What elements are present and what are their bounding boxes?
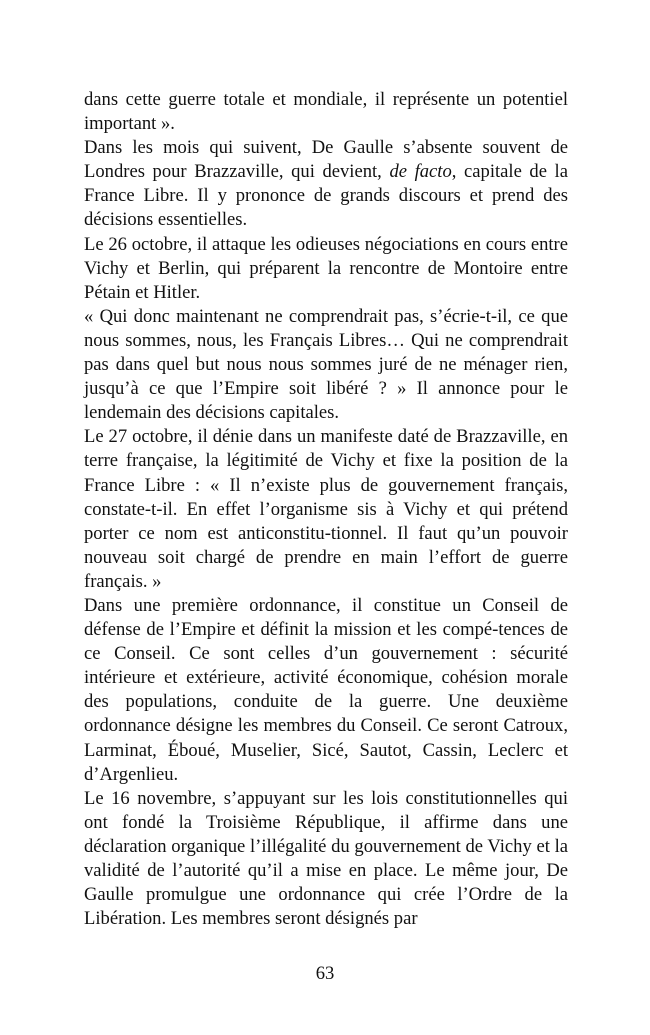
page-number: 63 xyxy=(315,963,335,984)
paragraph-6 xyxy=(84,594,568,787)
paragraph-4 xyxy=(84,305,568,425)
paragraph-7-text: Le 16 novembre, s’appuyant sur les lois constitutionnelles qui ont fondé la Troisième République, il affirme dans une déclaration organique l’illégalité du gouvernement de Vichy et la validité de l’autorité qu’il a mise en place. Le même jour, De Gaulle promulgue une ordonnance qui crée l’Ordre de la Libération. Les membres seront désignés par xyxy=(84,787,568,930)
page-body xyxy=(84,88,568,931)
paragraph-3 xyxy=(84,233,568,305)
paragraph-2-italic-term: de facto xyxy=(389,161,452,183)
paragraph-7 xyxy=(84,787,568,932)
paragraph-2-text-b: , capitale de la France Libre. Il y prononce de grands discours et prend des décisions essentielles. xyxy=(84,161,568,231)
paragraph-2-text-a: Dans les mois qui suivent, De Gaulle s’absente souvent de Londres pour Brazzaville, qui devient, xyxy=(84,137,568,183)
paragraph-2 xyxy=(84,136,568,232)
paragraph-4-text: « Qui donc maintenant ne comprendrait pas, s’écrie-t-il, ce que nous sommes, nous, les Français Libres… Qui ne comprendrait pas dans quel but nous nous sommes juré de ne ménager rien, jusqu’à ce que l’Empire soit libéré ? » Il annonce pour le lendemain des décisions capitales. xyxy=(84,305,568,424)
paragraph-5 xyxy=(84,425,568,594)
paragraph-1-text: dans cette guerre totale et mondiale, il représente un potentiel important ». xyxy=(84,89,568,135)
paragraph-5-text: Le 27 octobre, il dénie dans un manifeste daté de Brazzaville, en terre française, la légitimité de Vichy et fixe la position de la France Libre : « Il n’existe plus de gouvernement français, constate-t-il. En effet l’organisme sis à Vichy et qui prétend porter ce nom est anticonstitu-tionnel. Il faut qu’un pouvoir nouveau soit chargé de prendre en main l’effort de guerre français. » xyxy=(84,426,568,592)
paragraph-3-text: Le 26 octobre, il attaque les odieuses négociations en cours entre Vichy et Berlin, qui préparent la rencontre de Montoire entre Pétain et Hitler. xyxy=(84,233,568,303)
paragraph-1 xyxy=(84,88,568,136)
paragraph-6-text: Dans une première ordonnance, il constitue un Conseil de défense de l’Empire et définit la mission et les compé-tences de ce Conseil. Ce sont celles d’un gouvernement : sécurité intérieure et extérieure, activité économique, cohésion morale des populations, conduite de la guerre. Une deuxième ordonnance désigne les membres du Conseil. Ce seront Catroux, Larminat, Éboué, Muselier, Sicé, Sautot, Cassin, Leclerc et d’Argenlieu. xyxy=(84,594,568,785)
